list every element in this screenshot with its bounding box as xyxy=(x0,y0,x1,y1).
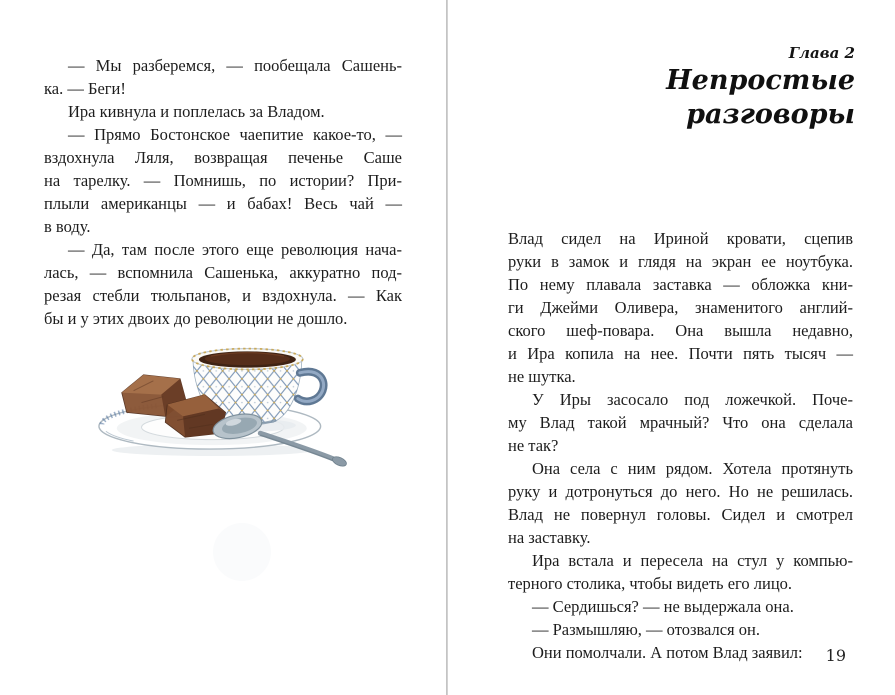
right-page-text xyxy=(508,227,853,664)
text-line: — Мы разберемся, — пообещала Сашень- xyxy=(68,56,402,75)
text-line: — Да, там после этого еще революция нача- xyxy=(68,240,402,259)
text-line: ка. — Беги! xyxy=(44,79,126,98)
page-number: 19 xyxy=(825,646,846,665)
text-line: — Прямо Бостонское чаепитие какое-то, — xyxy=(68,125,402,144)
text-line: Влад не повернул головы. Сидел и смотрел xyxy=(508,505,853,524)
text-line: Они помолчали. А потом Влад заявил: xyxy=(532,643,803,662)
text-line: му Влад такой мрачный? Что она сделала xyxy=(508,413,853,432)
text-line: Влад сидел на Ириной кровати, сцепив xyxy=(508,229,853,248)
paper-stain xyxy=(213,523,271,581)
text-line: У Иры засосало под ложечкой. Поче- xyxy=(532,390,853,409)
text-line: на заставку. xyxy=(508,528,591,547)
text-line: плыли американцы — и бабах! Весь чай — xyxy=(44,194,402,213)
chapter-heading xyxy=(508,44,855,132)
text-line: лась, — вспомнила Сашенька, аккуратно под- xyxy=(44,263,402,282)
text-line: — Сердишься? — не выдержала она. xyxy=(532,597,794,616)
text-line: в воду. xyxy=(44,217,91,236)
chapter-title: Непростые разговоры xyxy=(666,65,855,130)
left-page-text xyxy=(44,54,402,330)
text-line: — Размышляю, — отозвался он. xyxy=(532,620,760,639)
text-line: не шутка. xyxy=(508,367,576,386)
text-line: ги Джейми Оливера, знаменитого англий- xyxy=(508,298,853,317)
text-line: и Ира копила на нее. Почти пять тысяч — xyxy=(508,344,853,363)
text-line: ского шеф-повара. Она вышла недавно, xyxy=(508,321,853,340)
chapter-number-label: Глава 2 xyxy=(788,44,855,62)
text-line: не так? xyxy=(508,436,559,455)
text-line: руки в замок и глядя на экран ее ноутбука. xyxy=(508,252,853,271)
text-line: руку и дотронуться до него. Но не решилась. xyxy=(508,482,853,501)
tea xyxy=(199,351,296,367)
cup-handle xyxy=(298,372,324,402)
text-line: вздохнула Ляля, возвращая печенье Саше xyxy=(44,148,402,167)
left-page xyxy=(0,0,446,695)
text-line: бы и у этих двоих до революции не дошло. xyxy=(44,309,348,328)
text-line: резая стебли тюльпанов, и вздохнула. — Как xyxy=(44,286,402,305)
text-line: Ира встала и пересела на стул у компью- xyxy=(532,551,853,570)
text-line: Ира кивнула и поплелась за Владом. xyxy=(68,102,325,121)
teacup-illustration xyxy=(94,331,381,482)
text-line: По нему плавала заставка — обложка кни- xyxy=(508,275,853,294)
text-line: Она села с ним рядом. Хотела протянуть xyxy=(532,459,853,478)
text-line: терного столика, чтобы видеть его лицо. xyxy=(508,574,793,593)
text-line: на тарелку. — Помнишь, по истории? При- xyxy=(44,171,402,190)
